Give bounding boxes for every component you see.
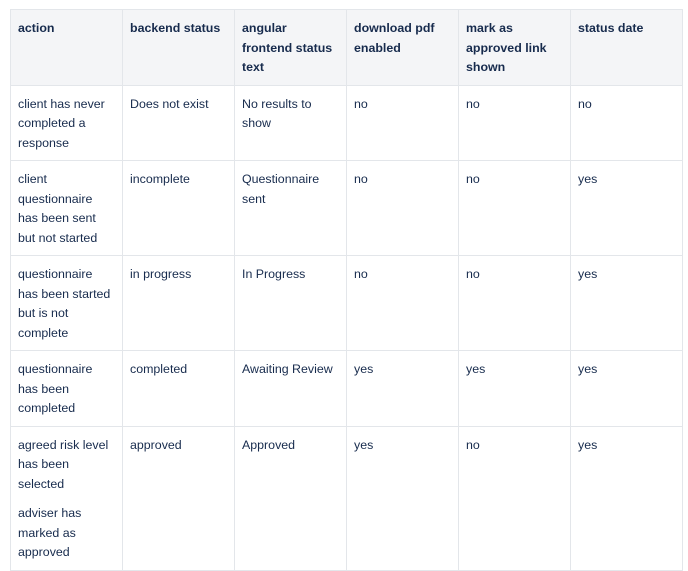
cell-approved-link: no [459,256,571,351]
cell-status-date: yes [571,256,683,351]
cell-action [11,256,123,351]
cell-status-date: yes [571,351,683,427]
cell-frontend-text: In Progress [235,256,347,351]
cell-approved-link: yes [459,351,571,427]
table-row [11,351,683,427]
cell-download-pdf: no [347,256,459,351]
status-table [10,9,683,571]
cell-download-pdf: no [347,85,459,161]
column-header-backend-status: backend status [123,10,235,86]
cell-backend-status: completed [123,351,235,427]
cell-action [11,161,123,256]
cell-approved-link: no [459,85,571,161]
action-text: adviser has marked as approved [18,506,82,559]
cell-status-date: yes [571,161,683,256]
action-text: questionnaire has been started but is not complete [18,267,111,340]
cell-status-date: no [571,85,683,161]
action-text: client questionnaire has been sent but not started [18,172,98,245]
cell-status-date: yes [571,426,683,570]
table-row [11,85,683,161]
cell-frontend-text: Awaiting Review [235,351,347,427]
table-row [11,256,683,351]
column-header-frontend-status-text: angular frontend status text [235,10,347,86]
cell-frontend-text: Questionnaire sent [235,161,347,256]
action-text: questionnaire has been completed [18,362,93,415]
cell-backend-status: Does not exist [123,85,235,161]
cell-action [11,85,123,161]
cell-frontend-text: Approved [235,426,347,570]
action-text: client has never completed a response [18,96,105,150]
cell-backend-status: approved [123,426,235,570]
column-header-approved-link: mark as approved link shown [459,10,571,86]
cell-action [11,426,123,570]
action-text: agreed risk level has been selected [18,437,109,491]
cell-approved-link: no [459,161,571,256]
table-row [11,161,683,256]
column-header-download-pdf: download pdf enabled [347,10,459,86]
table-row [11,426,683,570]
column-header-action: action [11,10,123,86]
cell-action [11,351,123,427]
cell-backend-status: in progress [123,256,235,351]
cell-backend-status: incomplete [123,161,235,256]
cell-download-pdf: yes [347,426,459,570]
cell-download-pdf: no [347,161,459,256]
cell-download-pdf: yes [347,351,459,427]
column-header-status-date: status date [571,10,683,86]
cell-frontend-text: No results to show [235,85,347,161]
cell-approved-link: no [459,426,571,570]
table-header-row [11,10,683,86]
